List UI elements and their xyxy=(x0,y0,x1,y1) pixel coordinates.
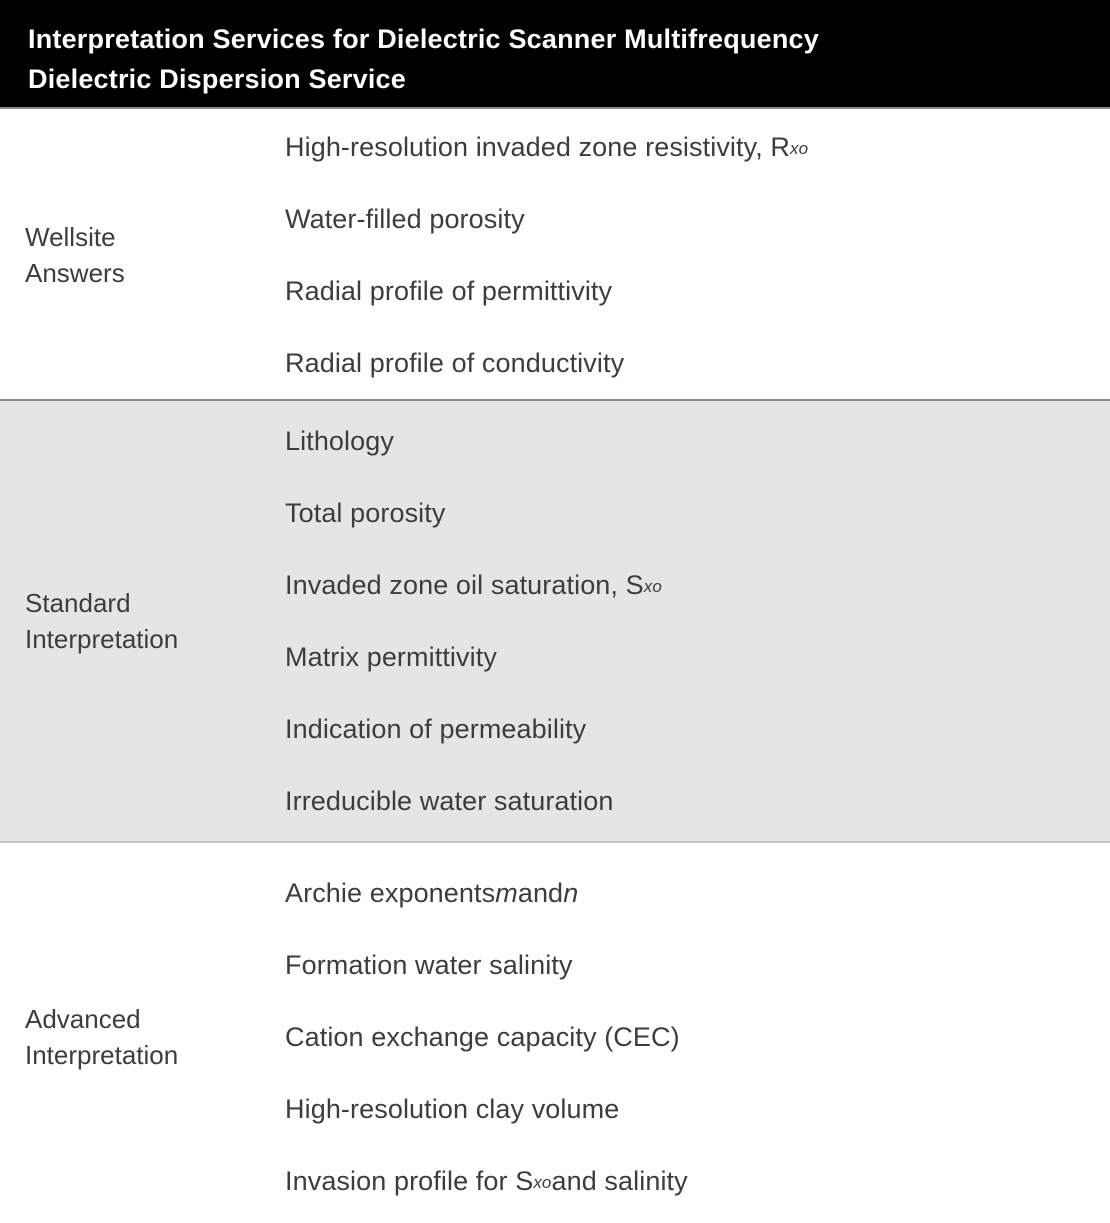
section-label-col xyxy=(0,585,260,657)
section-standard-interpretation xyxy=(0,401,1110,843)
section-wellsite-answers xyxy=(0,109,1110,401)
service-item: High-resolution clay volume xyxy=(285,1093,620,1124)
table-title-line2: Dielectric Dispersion Service xyxy=(28,64,406,94)
section-items xyxy=(260,857,1110,1217)
service-item: Archie exponents m and n xyxy=(285,877,579,908)
service-item: Lithology xyxy=(285,425,394,456)
section-items xyxy=(260,111,1110,399)
service-item: Formation water salinity xyxy=(285,949,573,980)
section-label: Advanced Interpretation xyxy=(25,1004,179,1070)
service-item: Matrix permittivity xyxy=(285,641,497,672)
service-item: Invasion profile for S $_{xo}$ and salinity xyxy=(285,1165,688,1196)
table-header xyxy=(0,0,1110,109)
section-label: Standard Interpretation xyxy=(25,588,179,654)
service-item: Radial profile of permittivity xyxy=(285,275,613,306)
section-advanced-interpretation xyxy=(0,843,1110,1223)
service-item: Total porosity xyxy=(285,497,446,528)
section-items xyxy=(260,405,1110,837)
service-item: Water-filled porosity xyxy=(285,203,525,234)
service-item: Invaded zone oil saturation, S $_{xo}$ xyxy=(285,569,662,600)
service-item: Indication of permeability xyxy=(285,713,587,744)
section-label: Wellsite Answers xyxy=(25,222,125,288)
service-item: Cation exchange capacity (CEC) xyxy=(285,1021,680,1052)
service-item: Irreducible water saturation xyxy=(285,785,614,816)
table-title-line1: Interpretation Services for Dielectric Scanner Multifrequency xyxy=(28,24,819,54)
section-label-col xyxy=(0,219,260,291)
section-label-col xyxy=(0,1001,260,1073)
service-item: Radial profile of conductivity xyxy=(285,347,625,378)
service-item: High-resolution invaded zone resistivity, R $_{xo}$ xyxy=(285,131,809,162)
